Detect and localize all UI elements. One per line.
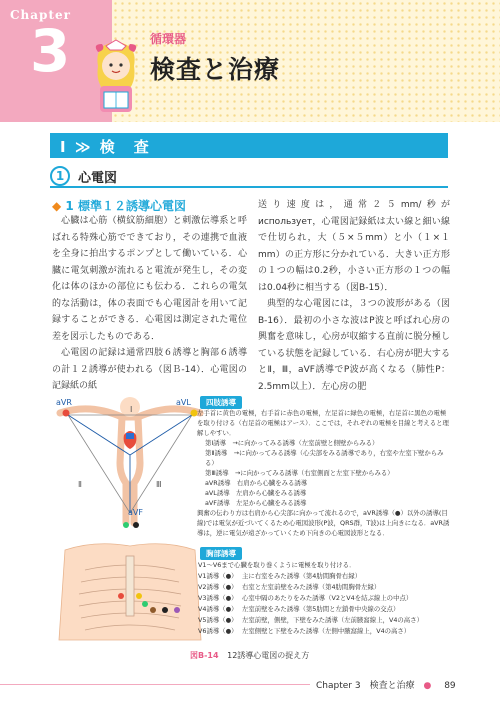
lead-desc: 左室側壁と下壁をみた誘導（左側中腋窩線上，V4の高さ） (242, 627, 411, 635)
lead-item: 第Ⅲ誘導 →に向かってみる誘導（右室側面と左室下壁からみる） (205, 469, 394, 477)
lead-name: V3誘導（●） (198, 594, 238, 602)
list-item (198, 604, 453, 615)
lead-name: V4誘導（●） (198, 605, 238, 613)
chest-leads-tag: 胸部誘導 (200, 547, 242, 560)
lead-desc: 左室前壁，側壁，下壁をみた誘導（左前腋窩線上，V4の高さ） (242, 616, 423, 624)
figure-number: 図B-14 (190, 651, 219, 660)
chapter-number: 3 (30, 17, 71, 85)
page-footer (316, 678, 456, 691)
list-item (198, 615, 453, 626)
lead-item: 第Ⅱ誘導 →に向かってみる誘導（心尖部をみる誘導であり，右室や左室下壁からみる） (205, 449, 444, 467)
section-bar (50, 133, 448, 158)
lead-desc: 心室中隔のあたりをみた誘導（V2とV4を結ぶ線上の中点） (242, 594, 413, 602)
paragraph: 典型的な心電図には，３つの波形がある（図B-16）．最初の小さな波はP波と呼ばれ心房の興奮を意味し，心房が収縮する直前に脱分極している状態を記録している．右心房が肥大するとⅡ，Ⅲ，aVF誘導でP波が高くなる（肺性P：2.5mm以上）．左心房の肥 (258, 299, 450, 392)
figure-caption (190, 650, 309, 661)
limb-leads-note: 興奮の伝わり方は右肩から心尖部に向かって流れるので，aVR誘導（●）以外の誘導(目線)では電気が近づいてくるため心電図波形(P波，QRS群，T波)は上向きになる．aVR誘導は，逆に電気が遠ざかっていくため下向きの心電図波形となる． (197, 509, 450, 537)
figure-caption-text: 12誘導心電図の捉え方 (227, 651, 310, 660)
paragraph: 送り速度は，通常２５mm/秒が использует，心電図記録紙は太い線と細い線で仕切られ，大（５×５mm）と小（１×１mm）の正方形に分かれている．大きい正方形の１つの幅は0.2秒，小さい正方形の１つの幅は0.04秒に相当する（図B-15）． (258, 200, 450, 293)
lead-name: V2誘導（●） (198, 583, 238, 591)
footer-bullet: ● (423, 681, 432, 691)
limb-leads-intro: 左手首に黄色の電極，右手首に赤色の電極，左足首に緑色の電極，右足首に黒色の電極を取り付ける（右足首の電極はアース）．ここでは，それぞれの電極を目線と考えると理解しやすい． (197, 409, 449, 437)
label-avl: aVL (176, 398, 191, 407)
body-text-left (52, 213, 247, 391)
lead-name: V1誘導（●） (198, 572, 238, 580)
chapter-header (0, 0, 500, 122)
list-item (198, 582, 453, 593)
minor-heading-title: 標準１２誘導心電図 (77, 199, 186, 213)
chapter-title: 検査と治療 (150, 55, 281, 84)
lead-item: 第Ⅰ誘導 →に向かってみる誘導（左室前壁と側壁からみる） (205, 439, 379, 447)
limb-leads-description (197, 408, 452, 537)
label-avf: aVF (128, 508, 143, 517)
chest-leads-list (198, 560, 453, 650)
minor-heading-number: 1 (65, 199, 74, 213)
label-lead-i: Ⅰ (130, 405, 133, 414)
lead-desc: 左室前壁をみた誘導（第5肋間と左鎖骨中央線の交点） (242, 605, 400, 613)
paragraph: 心臓は心筋（横紋筋細胞）と刺激伝導系と呼ばれる特殊心筋でできており，その連携で血液を全身に拍出するポンプとして働いている．心臓に電気刺激が流れると電流が発生し，その変化は体のほかの部位にも伝わる．これらの電気的な活動は，体の表面でも心電図計を用いて記録することができる．心電図は測定された電位差を図示したものである． (52, 216, 247, 342)
body-text-right (258, 197, 450, 392)
lead-name: V6誘導（●） (198, 627, 238, 635)
lead-item: aVL誘導 左肩から心臓をみる誘導 (205, 489, 307, 497)
lead-item: aVF誘導 左足から心臓をみる誘導 (205, 499, 307, 507)
chapter-word: Chapter (10, 8, 71, 22)
section-arrow: ≫ (74, 138, 93, 156)
paragraph: 心電図の記録は通常四肢６誘導と胸部６誘導の計１２誘導が使われる（図Ｂ-14）．心電図の記録紙の紙 (52, 348, 247, 391)
label-avr: aVR (56, 398, 72, 407)
minor-heading-marker: ◆ (52, 199, 62, 213)
chapter-category: 循環器 (150, 32, 187, 46)
minor-heading (52, 197, 186, 214)
lead-name: V5誘導（●） (198, 616, 238, 624)
section-title (60, 136, 151, 157)
lead-item: aVR誘導 右肩から心臓をみる誘導 (205, 479, 308, 487)
chest-lead-diagram (55, 540, 205, 640)
nurse-illustration-icon (84, 36, 148, 116)
footer-chapter: Chapter 3 検査と治療 (316, 681, 415, 691)
list-item (198, 571, 453, 582)
chest-leads-intro: V1〜V6まで心臓を取り巻くように電極を取り付ける． (198, 561, 356, 569)
subsection-number: 1 (50, 166, 70, 186)
page-number: 89 (444, 681, 456, 691)
subsection-heading (50, 166, 448, 188)
section-title-text: 検 査 (99, 138, 151, 156)
list-item (198, 593, 453, 604)
footer-divider (0, 684, 310, 685)
label-lead-iii: Ⅲ (156, 480, 162, 489)
subsection-title: 心電図 (78, 171, 118, 186)
lead-desc: 右室と左室前壁をみた誘導（第4肋間胸骨左縁） (242, 583, 381, 591)
limb-leads-tag: 四肢誘導 (200, 396, 242, 409)
lead-desc: 主に右室をみた誘導（第4肋間胸骨右縁） (242, 572, 362, 580)
section-roman: Ⅰ (60, 138, 68, 156)
list-item (198, 626, 453, 637)
label-lead-ii: Ⅱ (78, 480, 82, 489)
